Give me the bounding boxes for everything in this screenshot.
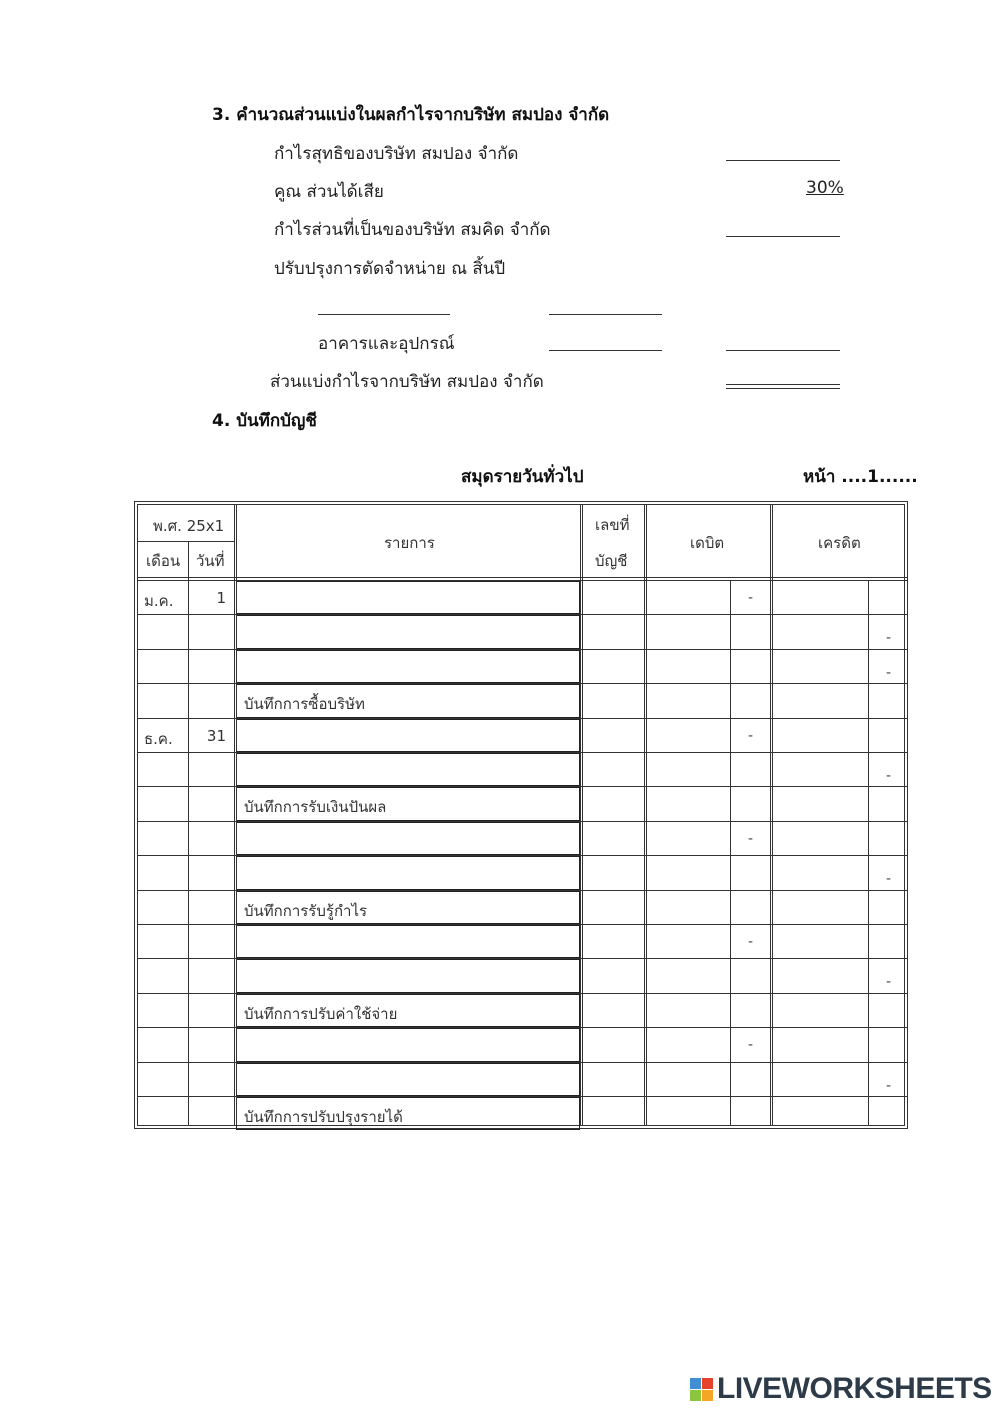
description-input-box[interactable]	[236, 925, 580, 958]
table-row	[138, 958, 908, 992]
row-divider	[138, 718, 908, 719]
total-label: ส่วนแบ่งกำไรจากบริษัท สมปอง จำกัด	[270, 372, 544, 392]
logo-mark-icon	[690, 1378, 713, 1401]
header-ref-line2: บัญชี	[595, 552, 628, 570]
credit-mark: -	[886, 630, 892, 647]
row-divider	[138, 786, 908, 787]
column-divider	[646, 505, 647, 1125]
header-bottom-line	[138, 580, 908, 581]
debit-mark: -	[748, 830, 754, 847]
header-year-divider	[138, 541, 234, 542]
row-divider	[138, 924, 908, 925]
credit-mark: -	[886, 974, 892, 991]
row-month: ม.ค.	[144, 592, 174, 610]
row-day: 31	[206, 726, 226, 745]
adjust-item-blank[interactable]	[318, 314, 450, 315]
column-divider	[770, 505, 771, 1125]
description-input-box[interactable]	[236, 650, 580, 683]
column-divider	[236, 505, 237, 1125]
table-row	[138, 1062, 908, 1096]
column-divider	[772, 505, 773, 1125]
row-description: บันทึกการรับเงินปันผล	[244, 798, 387, 817]
row-divider	[138, 993, 908, 994]
row-divider	[138, 890, 908, 891]
row-month: ธ.ค.	[144, 729, 173, 748]
header-description: รายการ	[384, 534, 435, 552]
liveworksheets-logo	[690, 1372, 992, 1406]
column-divider	[234, 505, 235, 1125]
credit-mark: -	[886, 768, 892, 784]
row-description: บันทึกการปรับปรุงรายได้	[244, 1108, 403, 1126]
header-month: เดือน	[146, 552, 181, 570]
table-row	[138, 1027, 908, 1061]
header-credit: เครดิต	[818, 534, 861, 552]
row-divider	[138, 1027, 908, 1028]
column-divider	[582, 505, 583, 1125]
table-row	[138, 786, 908, 820]
logo-block-icon	[690, 1390, 701, 1401]
table-row	[138, 1096, 908, 1130]
section4-heading: 4. บันทึกบัญชี	[212, 411, 317, 431]
journal-grid	[137, 504, 905, 1126]
logo-block-icon	[690, 1378, 701, 1389]
description-input-box[interactable]	[236, 615, 580, 648]
header-bottom-line	[138, 577, 908, 578]
net-profit-label: กำไรสุทธิของบริษัท สมปอง จำกัด	[274, 144, 519, 164]
row-divider	[138, 683, 908, 684]
row-divider	[138, 614, 908, 615]
description-input-box[interactable]	[236, 959, 580, 992]
table-row	[138, 752, 908, 786]
credit-mark: -	[886, 1077, 892, 1094]
description-input-box[interactable]	[236, 753, 580, 786]
row-divider	[138, 821, 908, 822]
header-debit: เดบิต	[690, 534, 725, 552]
multiply-label: คูณ ส่วนได้เสีย	[274, 182, 384, 202]
table-row	[138, 993, 908, 1027]
debit-mark: -	[748, 590, 754, 606]
row-description: บันทึกการซื้อบริษัท	[244, 695, 365, 714]
adjust-label: ปรับปรุงการตัดจำหน่าย ณ สิ้นปี	[274, 259, 506, 279]
credit-mark: -	[886, 664, 892, 681]
total-answer-double-line[interactable]	[726, 384, 840, 389]
table-row	[138, 580, 908, 614]
description-input-box[interactable]	[236, 719, 580, 752]
table-row	[138, 890, 908, 924]
table-row	[138, 924, 908, 958]
header-year: พ.ศ. 25x1	[153, 517, 225, 535]
description-input-box[interactable]	[236, 581, 580, 614]
table-row	[138, 855, 908, 889]
description-input-box[interactable]	[236, 1063, 580, 1096]
table-row	[138, 718, 908, 752]
row-divider	[138, 855, 908, 856]
row-divider	[138, 958, 908, 959]
column-divider	[188, 541, 189, 1125]
header-day: วันที่	[196, 552, 225, 570]
row-divider	[138, 752, 908, 753]
share-answer-blank[interactable]	[726, 236, 840, 237]
row-day: 1	[216, 589, 226, 607]
row-description: บันทึกการรับรู้กำไร	[244, 901, 368, 920]
section3-heading: 3. คำนวณส่วนแบ่งในผลกำไรจากบริษัท สมปอง จำกัด	[212, 105, 610, 125]
column-divider	[868, 580, 869, 1125]
building-amount-blank[interactable]	[549, 350, 662, 351]
debit-mark: -	[748, 727, 754, 744]
logo-text: LIVEWORKSHEETS	[717, 1372, 992, 1405]
credit-mark: -	[886, 871, 892, 888]
adjust-amount-blank[interactable]	[549, 314, 662, 315]
general-journal-table	[134, 501, 908, 1129]
description-input-box[interactable]	[236, 856, 580, 889]
building-total-blank[interactable]	[726, 350, 840, 351]
description-input-box[interactable]	[236, 822, 580, 855]
multiply-value: 30%	[806, 178, 844, 198]
share-label: กำไรส่วนที่เป็นของบริษัท สมคิด จำกัด	[274, 220, 551, 240]
header-ref-line1: เลขที่	[595, 516, 630, 534]
logo-block-icon	[702, 1390, 713, 1401]
net-profit-answer-blank[interactable]	[726, 160, 840, 161]
row-divider	[138, 1062, 908, 1063]
column-divider	[644, 505, 645, 1125]
logo-block-icon	[702, 1378, 713, 1389]
column-divider	[730, 580, 731, 1125]
debit-mark: -	[748, 934, 754, 950]
row-divider	[138, 1096, 908, 1097]
page-number: หน้า ....1......	[803, 467, 918, 487]
table-row	[138, 683, 908, 717]
journal-title: สมุดรายวันทั่วไป	[461, 467, 584, 487]
table-row	[138, 649, 908, 683]
row-description: บันทึกการปรับค่าใช้จ่าย	[244, 1004, 398, 1023]
table-row	[138, 614, 908, 648]
row-divider	[138, 649, 908, 650]
table-row	[138, 821, 908, 855]
description-input-box[interactable]	[236, 1028, 580, 1061]
building-label: อาคารและอุปกรณ์	[318, 334, 455, 354]
debit-mark: -	[748, 1037, 754, 1054]
column-divider	[580, 505, 581, 1125]
